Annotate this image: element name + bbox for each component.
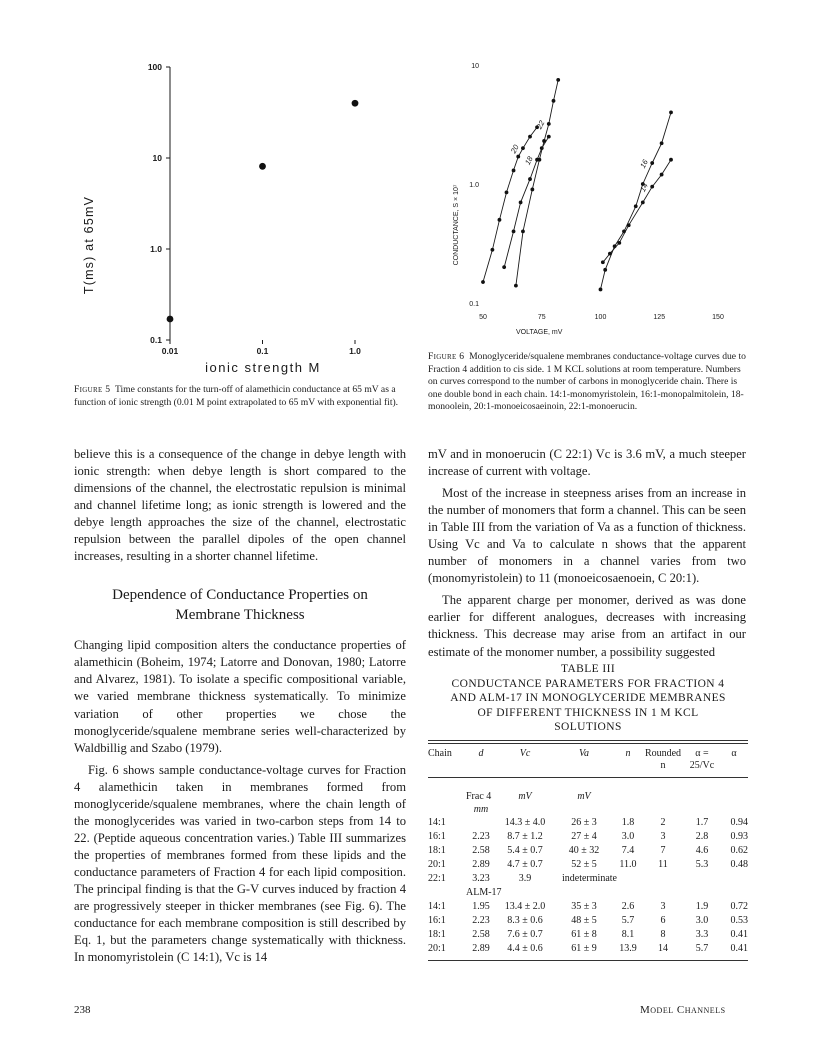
table-3-row-frac4: [428, 816, 748, 830]
f6-data-point: [634, 204, 638, 208]
right-paragraph-2: Most of the increase in steepness arises from an increase in the number of monomers that form a channel. This can be seen in Table III from the variation of Va as a function of thickness. Using Vc and Va to calculate n shows that the apparent number of monomers in a channel varies from two (monomyristolein) to 11 (monoeicosaenoein, C 20:1).: [428, 486, 746, 586]
f6-data-point: [627, 223, 631, 227]
f6-x-tick-label: 50: [479, 314, 487, 321]
table-3-cell: 2: [660, 817, 666, 828]
table-3-row-frac4: [428, 844, 748, 858]
f6-data-point: [521, 229, 525, 233]
table-3-cell: 4.6: [695, 845, 709, 856]
table-3-cell: 3.0: [621, 831, 635, 842]
table-3-cell: 8.1: [621, 929, 635, 940]
f5-x-tick-label: 0.1: [256, 346, 269, 356]
right-column: [428, 446, 746, 661]
table-3-cell: 0.94: [730, 817, 748, 828]
f5-data-point: [352, 100, 359, 107]
table-3-cell: 2.23: [472, 915, 490, 926]
table-3-cell: 27 ± 4: [571, 831, 597, 842]
f5-data-point: [167, 316, 174, 323]
table-3-label: TABLE III: [560, 663, 616, 675]
f6-y-tick-label: 10: [471, 63, 479, 70]
f6-data-point: [528, 135, 532, 139]
f6-data-point: [608, 252, 612, 256]
table-3-title-line-4: SOLUTIONS: [554, 721, 622, 733]
figure-5-ticks: [148, 62, 361, 356]
table-3-cell: 11: [658, 859, 668, 870]
f6-series-label: 18: [522, 154, 535, 167]
f6-data-point: [512, 229, 516, 233]
figure-6-x-axis-label: VOLTAGE, mV: [516, 329, 563, 336]
table-3-header-rounded-n: Rounded n: [644, 747, 682, 771]
section-title: [74, 585, 406, 625]
f5-y-tick-label: 1.0: [150, 244, 162, 254]
table-3-cell: 7: [660, 845, 666, 856]
table-3-cell: 16:1: [428, 831, 446, 842]
table-3-cell: 7.6 ± 0.7: [507, 929, 543, 940]
section-title-line-1: Dependence of Conductance Properties on: [112, 587, 368, 604]
table-3-title: [428, 662, 748, 735]
table-3-cell: 16:1: [428, 915, 446, 926]
figure-6-caption: [428, 351, 750, 414]
table-3-cell: 1.8: [621, 817, 635, 828]
table-3-cell: 0.41: [730, 929, 748, 940]
table-3-cell: 3: [660, 901, 666, 912]
table-3-cell: 1.9: [695, 901, 709, 912]
f6-data-point: [498, 218, 502, 222]
f6-data-point: [669, 158, 673, 162]
figure-5-caption-text: Time constants for the turn-off of alamethicin conductance at 65 mV as a function of ionic strength (0.01 M point extrapolated to 65 mV with exponential fit).: [74, 384, 399, 408]
figure-5-x-axis-label: ionic strength M: [205, 360, 321, 375]
f5-y-tick-label: 10: [152, 153, 162, 163]
table-3-cell: 4.7 ± 0.7: [507, 859, 543, 870]
figure-5-chart: [70, 55, 390, 380]
table-3-alm17-label: ALM-17: [466, 887, 502, 898]
running-title: Model Channels: [640, 1004, 726, 1016]
table-3-cell: 0.62: [730, 845, 748, 856]
f6-series-line: [516, 80, 558, 286]
f6-series-18: [502, 135, 550, 269]
table-3-top-rule: [428, 740, 748, 744]
table-3-title-line-2: AND ALM-17 IN MONOGLYCERIDE MEMBRANES: [450, 692, 726, 704]
table-3-title-line-3: OF DIFFERENT THICKNESS IN 1 M KCL: [477, 706, 699, 719]
table-3-cell: 18:1: [428, 845, 446, 856]
table-3-row-frac4: [428, 830, 748, 844]
f6-data-point: [519, 201, 523, 205]
table-3-cell: 61 ± 8: [571, 929, 597, 940]
table-3-cell: 11.0: [619, 859, 637, 870]
table-3-title-line-1: CONDUCTANCE PARAMETERS FOR FRACTION 4: [451, 677, 725, 690]
table-3-header-d: d: [478, 747, 484, 759]
table-3-cell: 26 ± 3: [571, 817, 597, 828]
table-3-header-alpha: α: [731, 747, 737, 759]
table-3-row-alm17: [428, 914, 748, 928]
table-3-cell: 0.41: [730, 943, 748, 954]
table-3-cell: 8.3 ± 0.6: [507, 915, 543, 926]
table-3-header-n: n: [625, 747, 631, 759]
table-3-cell: 4.4 ± 0.6: [507, 943, 543, 954]
figure-6-chart: [428, 55, 738, 345]
table-3-row-alm17: [428, 928, 748, 942]
f6-series-label: 16: [638, 158, 650, 170]
table-3-cell: 3: [660, 831, 666, 842]
f5-x-tick-label: 0.01: [161, 346, 179, 356]
f6-data-point: [547, 135, 551, 139]
f6-series-22: [514, 78, 560, 288]
f6-data-point: [660, 173, 664, 177]
f6-series-line: [601, 112, 672, 289]
table-3-cell: 0.53: [730, 915, 748, 926]
table-3-alm17-heading: [428, 886, 748, 900]
figure-5-points: [167, 100, 359, 323]
f5-y-tick-label: 0.1: [150, 335, 162, 345]
table-3-cell: 13.9: [619, 943, 637, 954]
table-3-cell: 2.58: [472, 845, 490, 856]
figure-5-caption-label: Figure 5: [74, 384, 111, 395]
table-3-cell: 3.9: [518, 873, 532, 884]
table-3-cell: 20:1: [428, 943, 446, 954]
table-3-cell: 2.89: [472, 943, 490, 954]
table-3-row-frac4: [428, 872, 748, 886]
table-3-cell: 3.0: [695, 915, 709, 926]
table-3-cell: 18:1: [428, 929, 446, 940]
table-3-cell: 8.7 ± 1.2: [507, 831, 543, 842]
table-3-header-va: Va: [579, 747, 589, 759]
f6-series-label: 20: [508, 143, 521, 155]
f6-data-point: [512, 169, 516, 173]
f5-y-tick-label: 100: [147, 62, 162, 72]
table-3-cell: 1.95: [472, 901, 490, 912]
f5-data-point: [259, 163, 266, 170]
f6-x-tick-label: 150: [712, 314, 724, 321]
f6-data-point: [530, 188, 534, 192]
table-3-cell: 22:1: [428, 873, 446, 884]
table-3-cell: 8: [660, 929, 666, 940]
table-3-frac4-label: Frac 4: [466, 791, 492, 802]
table-3-header-alpha-calc: α = 25/Vc: [689, 747, 715, 771]
table-3-frac4-heading: [428, 790, 748, 804]
f6-data-point: [552, 99, 556, 103]
table-3-cell: 2.6: [621, 901, 635, 912]
f6-y-tick-label: 1.0: [469, 182, 479, 189]
f6-data-point: [542, 139, 546, 143]
table-3-cell: indeterminate: [562, 873, 617, 884]
f6-data-point: [491, 248, 495, 252]
page-number: 238: [74, 1004, 91, 1016]
table-3: [428, 662, 748, 961]
table-3-cell: 2.8: [695, 831, 709, 842]
table-3-cell: 5.4 ± 0.7: [507, 845, 543, 856]
table-3-body: [428, 778, 748, 961]
figure-6-y-axis-label: CONDUCTANCE, S × 10⁷: [453, 184, 460, 266]
right-paragraph-3: The apparent charge per monomer, derived as was done earlier for different analogues, decreases with increasing thickness. This decrease may arise from an artifact in our estimate of the monomer number, a possibility suggested: [428, 593, 746, 659]
f6-data-point: [538, 158, 542, 162]
f6-series-14: [601, 158, 673, 264]
table-3-unit-d: mm: [473, 804, 489, 815]
f6-series-16: [599, 110, 673, 291]
f6-data-point: [599, 288, 603, 292]
f6-x-tick-label: 75: [537, 314, 546, 321]
table-3-cell: 2.89: [472, 859, 490, 870]
left-paragraph-1: believe this is a consequence of the change in debye length with ionic strength: when debye length is short compared to the dimensions of the channel, the electrostatic repulsion is minimal and channel lifetime long; as ionic strength is lowered and the debye length approaches the size of the channel, electrostatic repulsion between the parallel dipoles of the open channel increases, resulting in a shorter channel lifetime.: [74, 447, 406, 564]
f6-data-point: [669, 110, 673, 114]
table-3-cell: 3.3: [695, 929, 709, 940]
table-3-unit-vc: mV: [518, 791, 532, 802]
f6-data-point: [603, 268, 607, 272]
table-3-row-alm17: [428, 942, 748, 956]
table-3-cell: 0.72: [730, 901, 748, 912]
table-3-cell: 61 ± 9: [571, 943, 597, 954]
f6-data-point: [556, 78, 560, 82]
table-3-cell: 3.23: [472, 873, 490, 884]
table-3-cell: 2.23: [472, 831, 490, 842]
table-3-cell: 48 ± 5: [571, 915, 597, 926]
table-3-cell: 2.58: [472, 929, 490, 940]
f6-data-point: [617, 241, 621, 245]
table-3-cell: 6: [660, 915, 666, 926]
table-3-cell: 14:1: [428, 817, 446, 828]
figure-6-caption-label: Figure 6: [428, 351, 465, 362]
f6-data-point: [650, 161, 654, 165]
f6-x-tick-label: 125: [653, 314, 666, 321]
f6-data-point: [601, 260, 605, 264]
f6-data-point: [528, 177, 532, 181]
table-3-cell: 14: [658, 943, 668, 954]
f6-data-point: [660, 141, 664, 145]
f6-data-point: [502, 265, 506, 269]
f6-series-20: [481, 125, 539, 284]
table-3-cell: 13.4 ± 2.0: [504, 901, 546, 912]
left-paragraph-3: Fig. 6 shows sample conductance-voltage curves for Fraction 4 alamethicin taken in membranes formed from monoglyceride/squalene membranes, where the chain length of the monoglycerides was varied in two-carbon steps from 14 to 22. (Peptide aqueous concentration varies.) Table III summarizes the properties of membranes formed from these lipids and the conductance parameters of Fraction 4 for each lipid composition. The principal finding is that the G-V curves induced by fraction 4 are progressively steeper in thicker membranes (see Fig. 6). The conductance for each membrane composition is still described by Eq. 1, but the parameters change systematically with thickness. In monomyristolein (C 14:1), Vc is 14: [74, 762, 406, 965]
left-paragraph-2: Changing lipid composition alters the conductance properties of alamethicin (Boheim, 1974; Latorre and Donovan, 1980; Latorre and Alvarez, 1981). To isolate a specific compositional variable, we varied membrane thickness systematically. To minimize variation of other properties we chose the monoglyceride/squalene membrane series well-characterized by Waldbillig and Szabo (1979).: [74, 638, 406, 755]
f6-data-point: [547, 122, 551, 126]
f6-data-point: [481, 280, 485, 284]
f6-data-point: [521, 146, 525, 150]
f6-y-tick-label: 0.1: [469, 301, 479, 308]
f6-data-point: [641, 201, 645, 205]
f6-data-point: [650, 185, 654, 189]
table-3-cell: 5.7: [695, 943, 709, 954]
table-3-cell: [466, 816, 496, 830]
table-3-unit-row: [428, 804, 748, 816]
f5-x-tick-label: 1.0: [349, 346, 361, 356]
table-3-cell: 7.4: [621, 845, 635, 856]
figure-6-series: [481, 78, 673, 291]
f6-data-point: [514, 284, 518, 288]
figure-5-caption: [74, 384, 404, 409]
right-paragraph-1: mV and in monoerucin (C 22:1) Vc is 3.6 mV, a much steeper increase of current with voltage.: [428, 447, 746, 479]
table-3-row-frac4: [428, 858, 748, 872]
table-3-cell: 14.3 ± 4.0: [504, 817, 546, 828]
table-3-cell: 5.7: [621, 915, 635, 926]
table-3-cell: 14:1: [428, 901, 446, 912]
table-3-grid: [428, 748, 748, 961]
table-3-cell: 0.48: [730, 859, 748, 870]
table-3-cell: 1.7: [695, 817, 709, 828]
f6-x-tick-label: 100: [594, 314, 607, 321]
figure-5-y-axis-label: T(ms) at 65mV: [82, 195, 96, 295]
f6-data-point: [505, 190, 509, 194]
table-3-cell: 52 ± 5: [571, 859, 597, 870]
section-title-line-2: Membrane Thickness: [175, 607, 305, 624]
table-3-header-vc: Vc: [519, 747, 531, 759]
figure-6-caption-text: Monoglyceride/squalene membranes conductance-voltage curves due to Fraction 4 addition to cis side. 1 M KCL solutions at room temperature. Numbers on curves correspond to the number of carbons in monoglyceride chain. There is one double bond in each chain. 14:1-monomyristolein, 16:1-monopalmitolein, 18-monoolein, 20:1-monoeicosaeinoin, 22:1-monoerucin.: [428, 351, 746, 413]
f6-series-label: 22: [534, 118, 547, 131]
f6-data-point: [516, 155, 520, 159]
table-3-cell: 40 ± 32: [568, 845, 600, 856]
table-3-header-chain: Chain: [428, 747, 452, 759]
table-3-cell: 35 ± 3: [571, 901, 597, 912]
table-3-cell: 0.93: [730, 831, 748, 842]
table-3-cell: 20:1: [428, 859, 446, 870]
table-3-cell: 5.3: [695, 859, 709, 870]
f6-series-label: 14: [638, 181, 650, 194]
table-3-unit-va: mV: [577, 791, 591, 802]
table-3-row-alm17: [428, 900, 748, 914]
left-column: [74, 446, 406, 966]
